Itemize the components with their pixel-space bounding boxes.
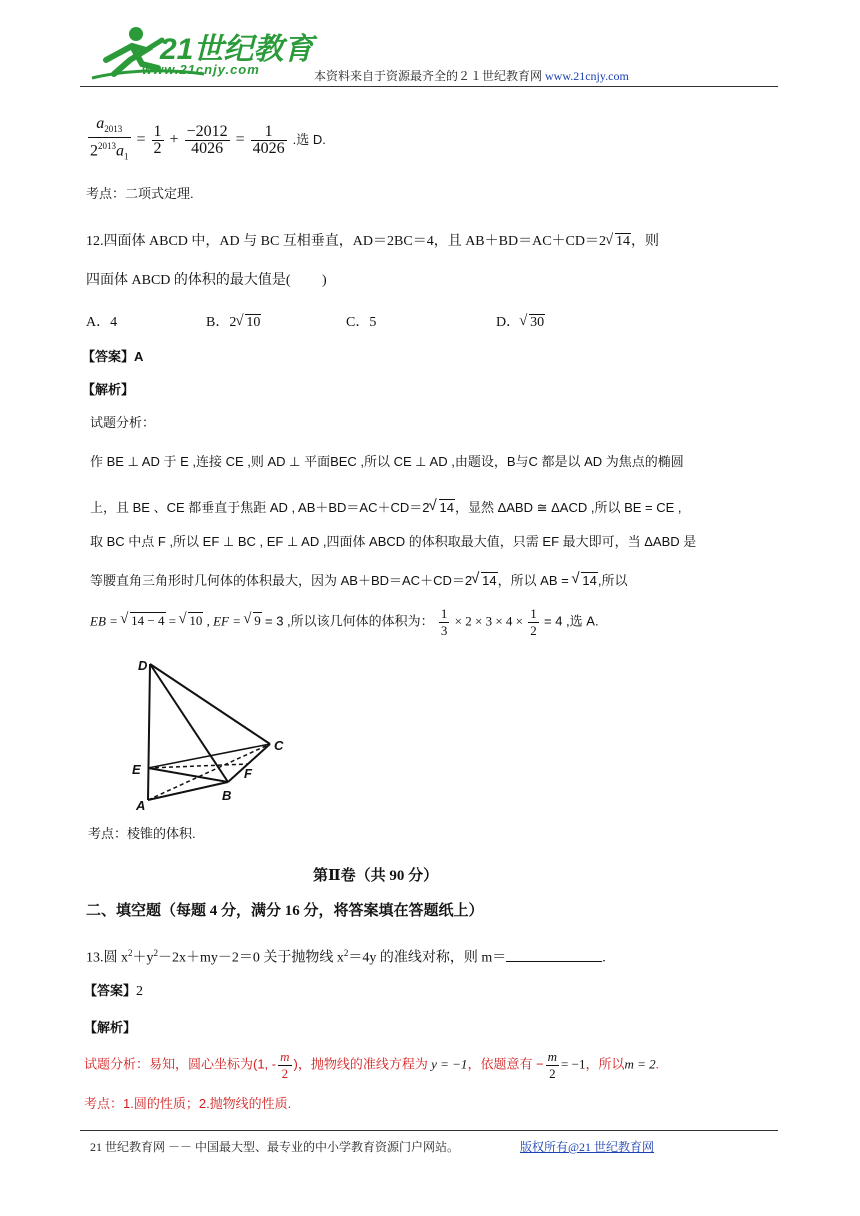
q12-stem-line1: 12.四面体 ABCD 中，AD 与 BC 互相垂直，AD＝2BC＝4，且 AB＋BD＝AC＋CD＝2√ 14，则	[86, 232, 659, 252]
q12-kaodian: 考点：棱锥的体积.	[88, 826, 196, 841]
q12-solution-p4: 等腰直角三角形时几何体的体积最大，因为 AB＋BD＝AC＋CD＝2√ 14，所以 AB = √ 14,所以	[90, 571, 627, 591]
label-C: C	[274, 738, 284, 753]
q13-solution: 试题分析：易知，圆心坐标为(1, - $\frac{m}{2}$ )，抛物线的准线方程为 y = −1，依题意有 − $\frac{m}{2}$ = −1，所以m = 2.	[84, 1049, 659, 1081]
label-B: B	[222, 788, 232, 803]
section-title: 第Ⅱ卷（共 90 分）	[313, 868, 439, 884]
label-A: A	[136, 798, 146, 812]
footer-rule	[80, 1130, 778, 1131]
header-rule	[80, 86, 778, 87]
label-D: D	[138, 658, 148, 673]
q12-option-a: A．4	[86, 315, 118, 330]
header-link[interactable]: www.21cnjy.com	[545, 69, 629, 83]
logo-url: www.21cnjy.com	[142, 62, 260, 77]
q13-stem: 13.圆 $x^2+y^2-2x+my-2=0$ 关于抛物线 $x^2=4y$ 的准线对称，则 m＝ .	[86, 948, 606, 966]
q11-formula: $\frac{a_{2013}}{2^{2013}a_1}$ = $\frac{1}{2}$ + $\frac{-2012}{4026}$ = $\frac{1}{4026}$ .选 D.	[90, 115, 326, 162]
q12-analysis-head: 试题分析：	[90, 415, 156, 430]
q12-option-b: B．2√ 10	[206, 313, 261, 333]
q13-answer-blank	[506, 947, 602, 962]
q12-answer: 【答案】A	[82, 349, 144, 364]
edge-EB	[148, 768, 228, 782]
q13-kaodian: 考点：1.圆的性质；2.抛物线的性质.	[84, 1096, 292, 1111]
logo-title: 21世纪教育	[160, 33, 314, 66]
edge-DC	[150, 664, 270, 744]
q12-solution-p5: EB = √ 14 − 4 = √ 10 , EF = √ 9 = 3 ,所以该几何体的体积为： $\frac{1}{3}$ × 2 × 3 × 4 × $\frac{1}{2}$ = 4 ,选 A.	[90, 606, 599, 639]
label-E: E	[132, 762, 141, 777]
q11-kaodian: 考点：二项式定理.	[86, 186, 194, 201]
label-F: F	[244, 766, 252, 781]
q12-analysis-label: 【解析】	[82, 382, 135, 397]
q12-solution-p1: 作 BE ⊥ AD 于 E ,连接 CE ,则 AD ⊥ 平面BEC ,所以 CE ⊥ AD ,由题设，B与C 都是以 AD 为焦点的椭圆	[90, 454, 684, 469]
edge-DA	[148, 664, 150, 800]
q12-solution-p3: 取 BC 中点 F ,所以 EF ⊥ BC , EF ⊥ AD ,四面体 ABCD 的体积取最大值，只需 EF 最大即可，当 ΔABD 是	[90, 534, 697, 549]
q12-option-d: D．√ 30	[496, 313, 545, 333]
edge-DB	[150, 664, 228, 782]
footer-copyright[interactable]: 版权所有@21 世纪教育网	[520, 1140, 655, 1154]
q12-stem-line2: 四面体 ABCD 的体积的最大值是( )	[86, 273, 327, 288]
tetrahedron-figure	[128, 652, 288, 812]
footer-left: 21 世纪教育网 －－ 中国最大型、最专业的中小学教育资源门户网站。	[90, 1140, 460, 1154]
q12-option-c: C．5	[346, 315, 377, 330]
section-heading: 二、填空题（每题 4 分，满分 16 分，将答案填在答题纸上）	[86, 903, 484, 919]
q13-analysis-label: 【解析】	[84, 1020, 137, 1035]
edge-EC	[148, 744, 270, 768]
header-note: 本资料来自于资源最齐全的２１世纪教育网 www.21cnjy.com	[314, 69, 629, 83]
q12-solution-p2: 上，且 BE 、CE 都垂直于焦距 AD , AB＋BD＝AC＋CD＝2√ 14，显然 ΔABD ≅ ΔACD ,所以 BE = CE ,	[90, 498, 682, 518]
q13-answer: 【答案】2	[84, 983, 144, 999]
edge-AB	[148, 782, 228, 800]
